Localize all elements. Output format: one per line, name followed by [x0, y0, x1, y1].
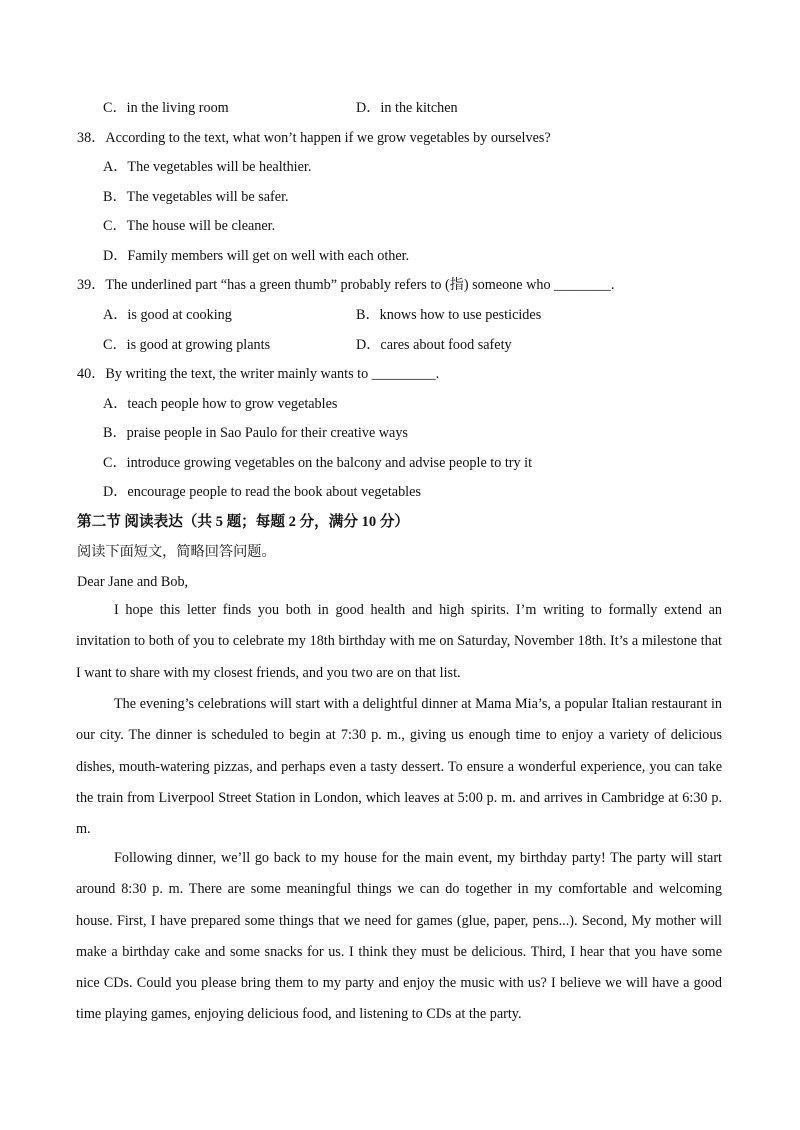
q38-option-d: D．Family members will get on well with each other.	[103, 248, 410, 264]
q40-option-b: B．praise people in Sao Paulo for their creative ways	[103, 425, 408, 441]
q39-option-a: A．is good at cooking	[103, 307, 232, 323]
q40-option-c: C．introduce growing vegetables on the balcony and advise people to try it	[103, 455, 533, 471]
q38-stem: 38．According to the text, what won’t happen if we grow vegetables by ourselves?	[77, 130, 551, 146]
q37-option-c: C．in the living room	[103, 100, 229, 116]
q40-stem: 40．By writing the text, the writer mainly wants to _________.	[77, 366, 440, 382]
letter-paragraph-1: I hope this letter finds you both in good health and high spirits. I’m writing to formally extend an invitation to both of you to celebrate my 18th birthday with me on Saturday, November 18th. It’s a milestone that I want to share with my closest friends, and you two are on that list.	[76, 602, 722, 681]
q37-option-d: D．in the kitchen	[356, 100, 458, 116]
q39-option-d: D．cares about food safety	[356, 337, 512, 353]
letter-greeting: Dear Jane and Bob,	[77, 574, 189, 590]
q40-option-d: D．encourage people to read the book about vegetables	[103, 484, 421, 500]
q38-option-a: A．The vegetables will be healthier.	[103, 159, 312, 175]
section-instruction: 阅读下面短文，简略回答问题。	[77, 544, 276, 560]
letter-paragraph-3: Following dinner, we’ll go back to my house for the main event, my birthday party! The party will start around 8:30 p. m. There are some meaningful things we can do together in my comfortable and welcoming house. First, I have prepared some things that we need for games (glue, paper, pens...). Second, My mother will make a birthday cake and some snacks for us. I think they must be delicious. Third, I hear that you have some nice CDs. Could you please bring them to my party and enjoy the music with us? I believe we will have a good time playing games, enjoying delicious food, and listening to CDs at the party.	[76, 850, 722, 1023]
q38-option-b: B．The vegetables will be safer.	[103, 189, 289, 205]
q38-option-c: C．The house will be cleaner.	[103, 218, 276, 234]
q39-stem: 39．The underlined part “has a green thumb” probably refers to (指) someone who ________.	[77, 277, 615, 293]
q39-option-c: C．is good at growing plants	[103, 337, 271, 353]
section-heading: 第二节 阅读表达（共 5 题；每题 2 分，满分 10 分）	[77, 514, 410, 530]
q40-option-a: A．teach people how to grow vegetables	[103, 396, 338, 412]
q39-option-b: B．knows how to use pesticides	[356, 307, 542, 323]
letter-paragraph-2: The evening’s celebrations will start with a delightful dinner at Mama Mia’s, a popular Italian restaurant in our city. The dinner is scheduled to begin at 7:30 p. m., giving us enough time to enjoy a variety of delicious dishes, mouth-watering pizzas, and perhaps even a tasty dessert. To ensure a wonderful experience, you can take the train from Liverpool Street Station in London, which leaves at 5:00 p. m. and arrives in Cambridge at 6:30 p. m.	[76, 696, 722, 838]
